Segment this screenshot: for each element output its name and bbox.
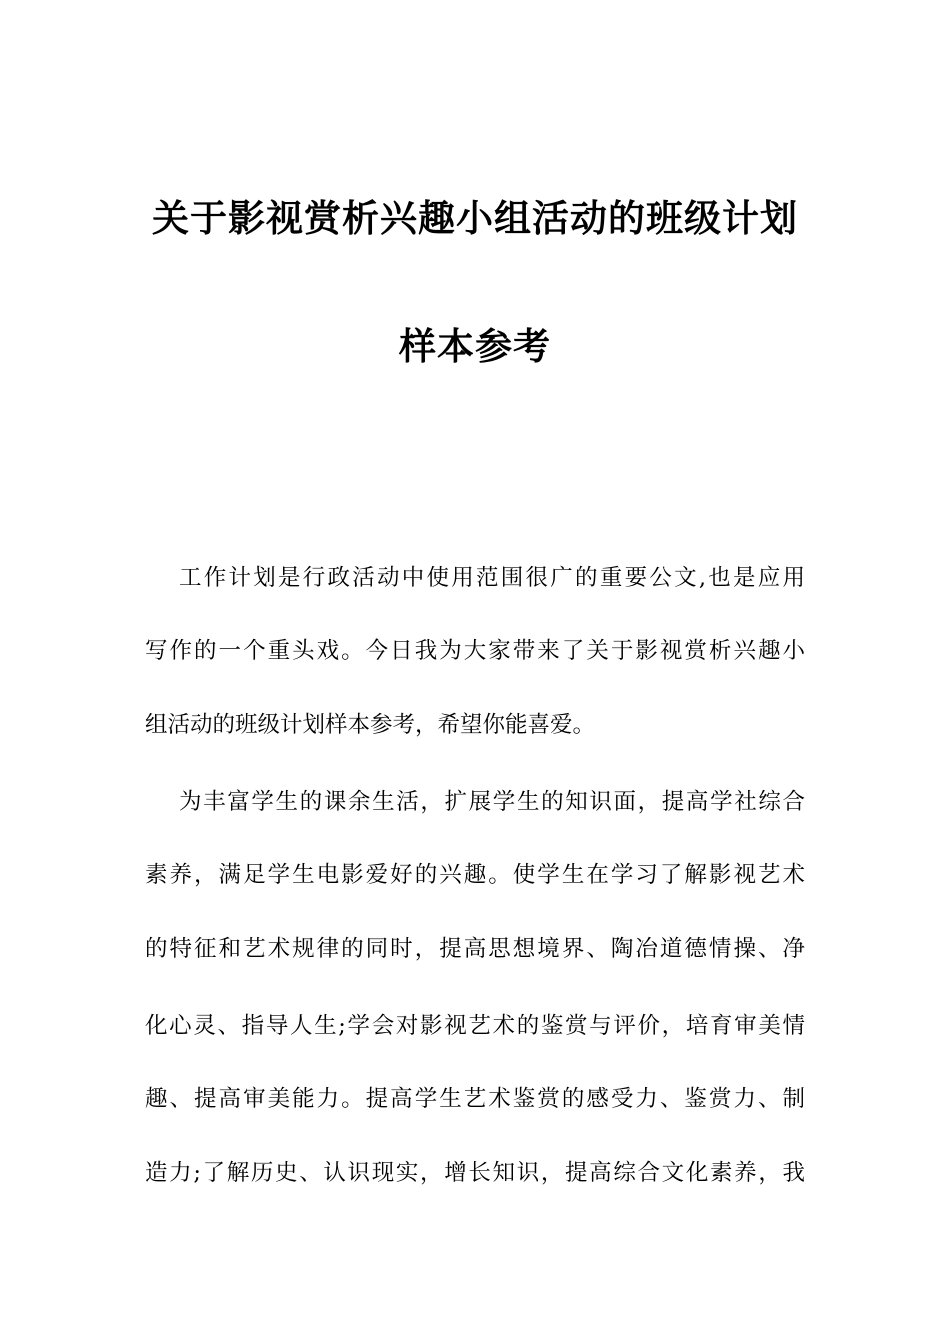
paragraph-2-line-3: 的特征和艺术规律的同时，提高思想境界、陶冶道德情操、净 — [145, 936, 805, 962]
document-title-line-1: 关于影视赏析兴趣小组活动的班级计划 — [152, 197, 798, 240]
paragraph-2-line-4: 化心灵、指导人生;学会对影视艺术的鉴赏与评价，培育审美情 — [145, 1013, 805, 1039]
paragraph-2-line-6: 造力;了解历史、认识现实，增长知识，提高综合文化素养，我 — [145, 1160, 805, 1186]
paragraph-1-line-3: 组活动的班级计划样本参考，希望你能喜爱。 — [145, 712, 596, 738]
paragraph-2-line-5: 趣、提高审美能力。提高学生艺术鉴赏的感受力、鉴赏力、制 — [145, 1086, 805, 1112]
paragraph-1-line-2: 写作的一个重头戏。今日我为大家带来了关于影视赏析兴趣小 — [145, 638, 805, 664]
document-title-line-2: 样本参考 — [399, 325, 551, 368]
paragraph-2-line-1: 为丰富学生的课余生活，扩展学生的知识面，提高学社综合 — [179, 789, 805, 815]
paragraph-2-line-2: 素养，满足学生电影爱好的兴趣。使学生在学习了解影视艺术 — [145, 862, 805, 888]
paragraph-1-line-1: 工作计划是行政活动中使用范围很广的重要公文,也是应用 — [179, 565, 805, 591]
